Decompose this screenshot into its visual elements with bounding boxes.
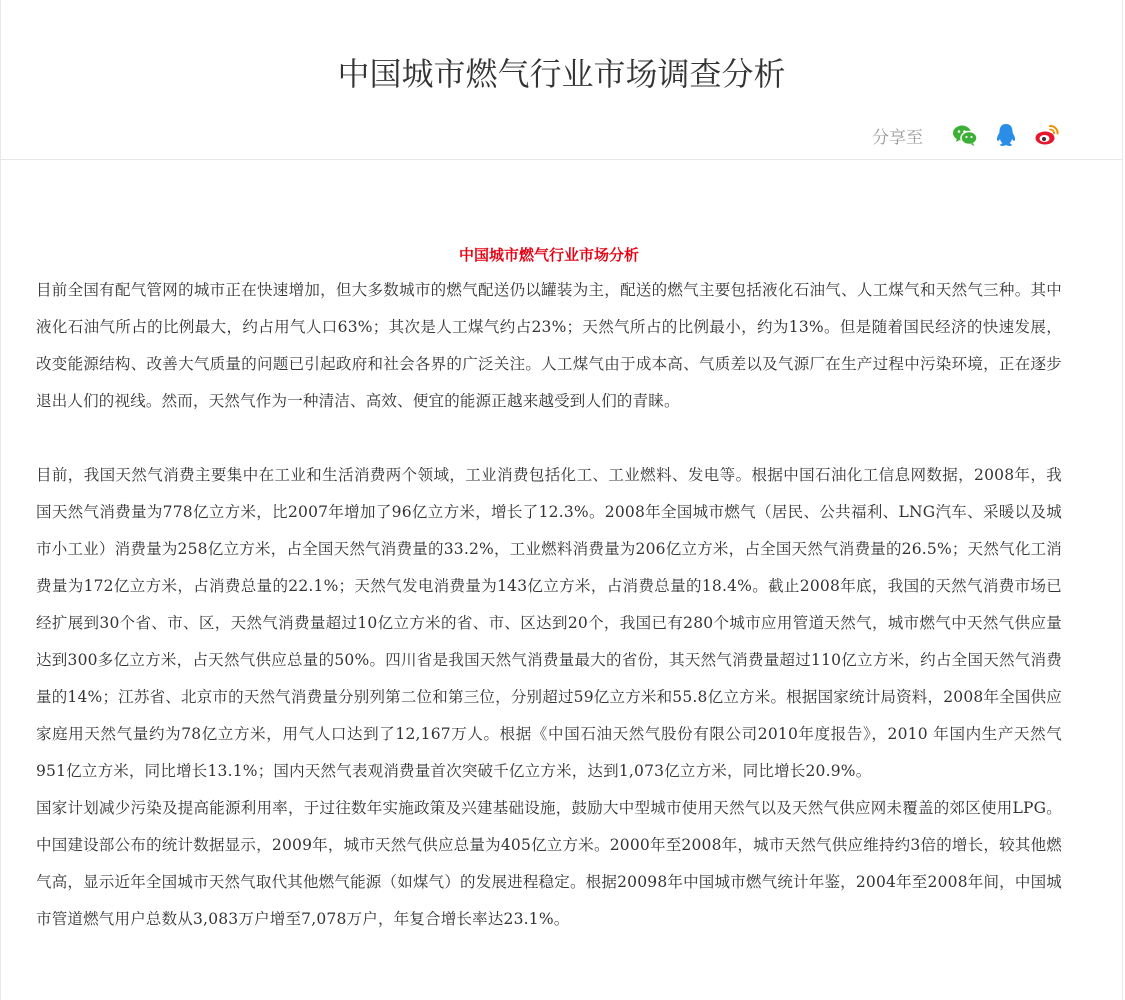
page-title: 中国城市燃气行业市场调查分析 — [337, 55, 786, 93]
article-body — [36, 240, 1062, 938]
qq-icon[interactable] — [993, 122, 1019, 148]
weibo-icon[interactable] — [1034, 122, 1060, 148]
paragraph-1: 目前全国有配气管网的城市正在快速增加，但大多数城市的燃气配送仍以罐装为主，配送的燃气主要包括液化石油气、人工煤气和天然气三种。其中液化石油气所占的比例最大，约占用气人口63%；其次是人工煤气约占23%；天然气所占的比例最小，约为13%。但是随着国民经济的快速发展，改变能源结构、改善大气质量的问题已引起政府和社会各界的广泛关注。人工煤气由于成本高、气质差以及气源厂在生产过程中污染环境，正在逐步退出人们的视线。然而，天然气作为一种清洁、高效、便宜的能源正越来越受到人们的青睐。 — [36, 281, 1062, 410]
paragraph-2: 目前，我国天然气消费主要集中在工业和生活消费两个领域，工业消费包括化工、工业燃料、发电等。根据中国石油化工信息网数据，2008年，我国天然气消费量为778亿立方米，比2007年增加了96亿立方米，增长了12.3%。2008年全国城市燃气（居民、公共福利、LNG汽车、采暖以及城市小工业）消费量为258亿立方米，占全国天然气消费量的33.2%，工业燃料消费量为206亿立方米，占全国天然气消费量的26.5%；天然气化工消费量为172亿立方米，占消费总量的22.1%；天然气发电消费量为143亿立方米，占消费总量的18.4%。截止2008年底，我国的天然气消费市场已经扩展到30个省、市、区，天然气消费量超过10亿立方米的省、市、区达到20个，我国已有280个城市应用管道天然气，城市燃气中天然气供应量达到300多亿立方米，占天然气供应总量的50%。四川省是我国天然气消费量最大的省份，其天然气消费量超过110亿立方米，约占全国天然气消费量的14%；江苏省、北京市的天然气消费量分别列第二位和第三位，分别超过59亿立方米和55.8亿立方米。根据国家统计局资料，2008年全国供应家庭用天然气量约为78亿立方米，用气人口达到了12,167万人。根据《中国石油天然气股份有限公司2010年度报告》，2010 年国内生产天然气951亿立方米，同比增长13.1%；国内天然气表观消费量首次突破千亿立方米，达到1,073亿立方米，同比增长20.9%。 — [36, 466, 1062, 780]
share-label: 分享至 — [872, 127, 923, 148]
share-bar — [872, 120, 1060, 150]
wechat-icon[interactable] — [952, 122, 978, 148]
paragraph-3: 国家计划减少污染及提高能源利用率，于过往数年实施政策及兴建基础设施，鼓励大中型城市使用天然气以及天然气供应网未覆盖的郊区使用LPG。中国建设部公布的统计数据显示，2009年，城市天然气供应总量为405亿立方米。2000年至2008年，城市天然气供应维持约3倍的增长，较其他燃气高，显示近年全国城市天然气取代其他燃气能源（如煤气）的发展进程稳定。根据20098年中国城市燃气统计年鉴，2004年至2008年间，中国城市管道燃气用户总数从3,083万户增至7,078万户，年复合增长率达23.1%。 — [36, 799, 1062, 928]
paragraph-gap — [36, 420, 1062, 457]
article-subtitle: 中国城市燃气行业市场分析 — [458, 246, 639, 264]
article-header — [1, 0, 1122, 160]
